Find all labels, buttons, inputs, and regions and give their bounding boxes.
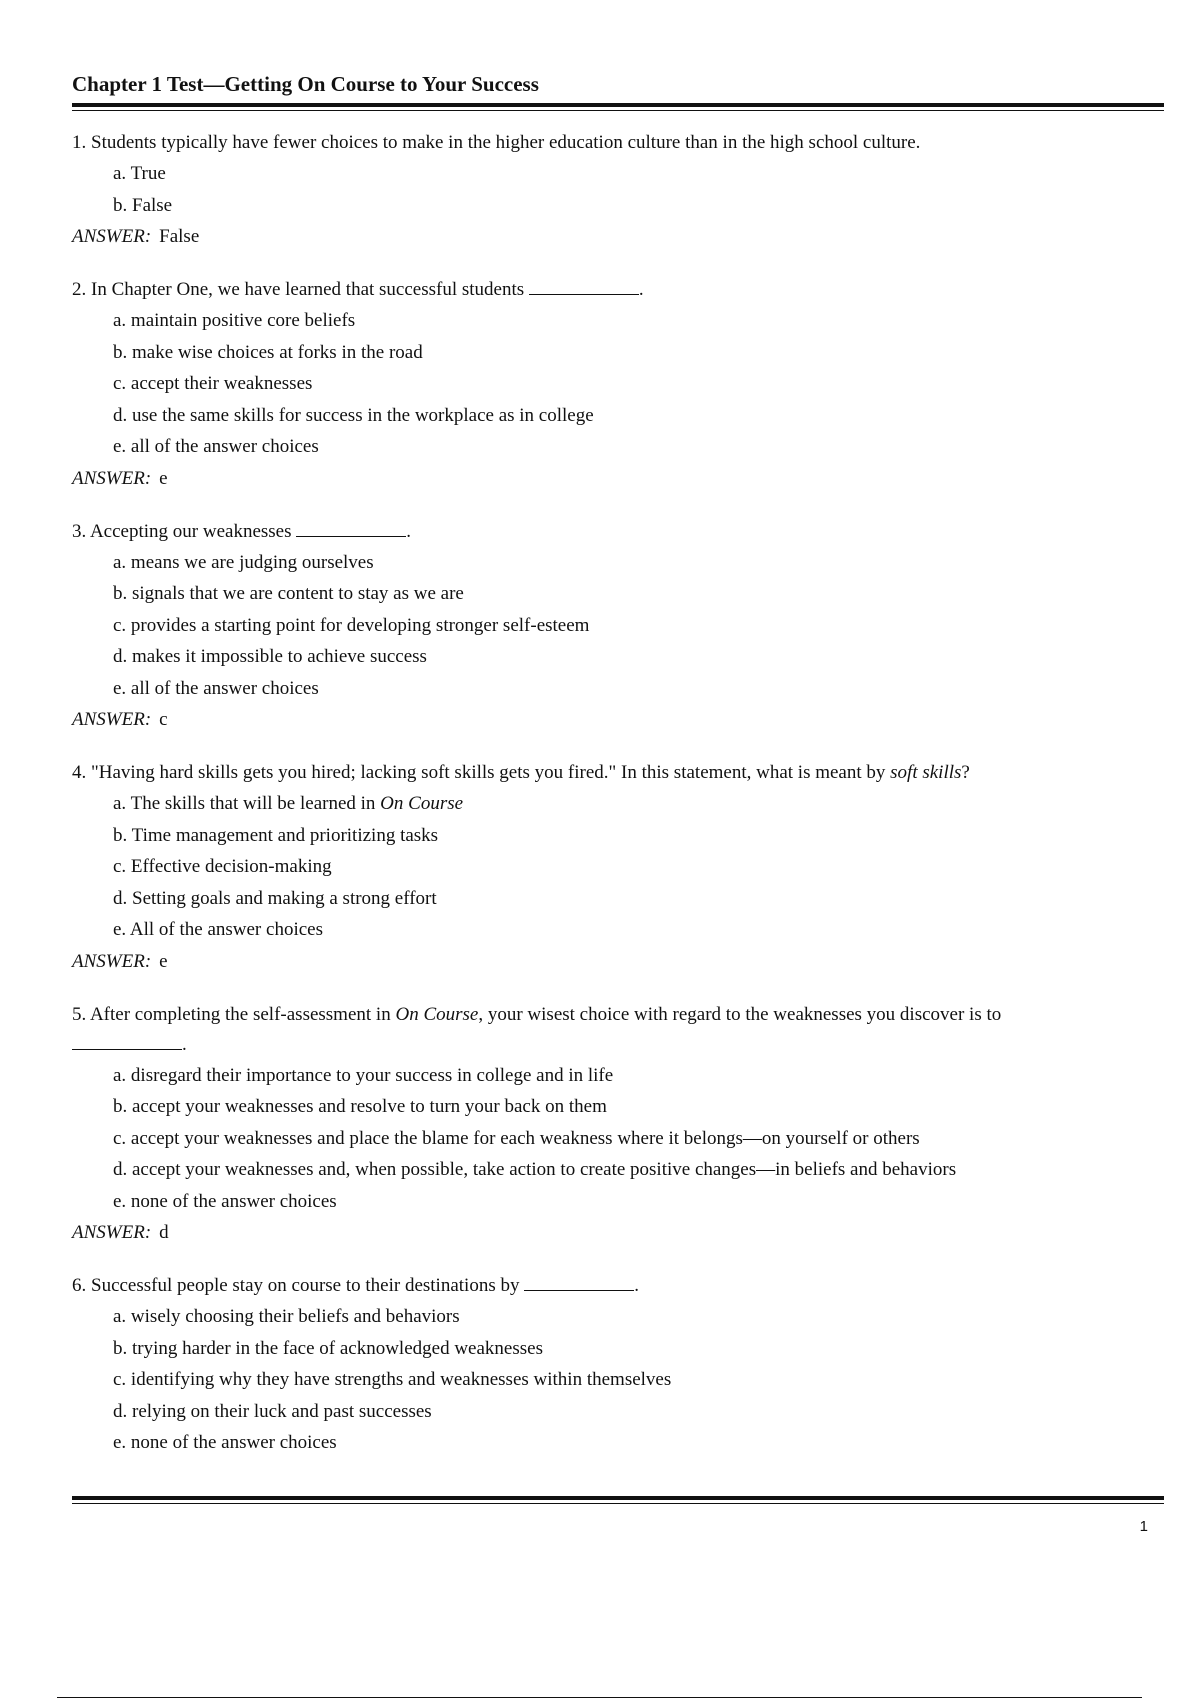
question-3-choices	[72, 547, 1167, 705]
choice-3b: b. signals that we are content to stay as we are	[113, 583, 464, 604]
question-2-stem-end: .	[638, 279, 644, 300]
question-4-stem-end: ?	[961, 762, 970, 783]
choice-6d: d. relying on their luck and past successes	[113, 1400, 432, 1422]
question-4-stem-text: 4. "Having hard skills gets you hired; lacking soft skills gets you fired." In this statement, what is meant by	[72, 762, 891, 783]
choice-4e: e. All of the answer choices	[113, 919, 323, 940]
choice-5a: a. disregard their importance to your success in college and in life	[113, 1064, 614, 1086]
choice-4c: c. Effective decision-making	[113, 856, 332, 877]
choice-2d: d. use the same skills for success in the workplace as in college	[113, 404, 594, 426]
question-4-stem-italic: soft skills	[890, 762, 962, 783]
answer-2-value: e	[159, 467, 168, 489]
question-6	[72, 1271, 1167, 1459]
answer-label: ANSWER:	[72, 467, 152, 489]
question-3	[72, 517, 1167, 736]
question-6-stem	[72, 1271, 1167, 1301]
question-5-stem-rest: , your wisest choice with regard to the weaknesses you discover is to	[478, 1003, 1002, 1025]
question-5-stem-italic: On Course	[395, 1003, 479, 1025]
answer-blank	[296, 521, 406, 537]
choice-5e: e. none of the answer choices	[113, 1190, 337, 1212]
choice-3e: e. all of the answer choices	[113, 677, 319, 699]
question-4-stem	[72, 758, 1167, 788]
question-6-stem-text: 6. Successful people stay on course to their destinations by	[72, 1275, 525, 1296]
question-5-stem-end: .	[182, 1033, 187, 1055]
answer-1-value: False	[159, 226, 200, 247]
answer-label: ANSWER:	[72, 950, 152, 972]
answer-2	[72, 463, 1167, 494]
choice-4a-italic: On Course	[380, 793, 464, 814]
question-1-stem: 1. Students typically have fewer choices to make in the higher education culture than in the high school culture.	[72, 132, 921, 153]
answer-label: ANSWER:	[72, 226, 152, 247]
question-2-stem-text: 2. In Chapter One, we have learned that successful students	[72, 279, 529, 300]
question-1	[72, 128, 1167, 252]
answer-5	[72, 1217, 1167, 1248]
answer-3	[72, 704, 1167, 735]
question-4	[72, 758, 1167, 977]
choice-6b: b. trying harder in the face of acknowledged weaknesses	[113, 1337, 543, 1359]
choice-2c: c. accept their weaknesses	[113, 373, 313, 394]
question-6-choices	[72, 1301, 1167, 1459]
question-2-choices	[72, 305, 1167, 463]
question-list	[72, 128, 1167, 1482]
choice-6e: e. none of the answer choices	[113, 1432, 337, 1453]
answer-blank	[72, 1034, 182, 1050]
answer-3-value: c	[159, 709, 168, 730]
choice-5d: d. accept your weaknesses and, when possible, take action to create positive changes—in beliefs and behaviors	[113, 1159, 957, 1180]
answer-blank	[529, 279, 639, 295]
answer-4-value: e	[159, 950, 168, 972]
header-double-rule	[72, 103, 1164, 111]
choice-4b: b. Time management and prioritizing tasks	[113, 824, 439, 846]
choice-6a: a. wisely choosing their beliefs and behaviors	[113, 1306, 460, 1327]
choice-6c: c. identifying why they have strengths and weaknesses within themselves	[113, 1369, 672, 1390]
choice-1a: a. True	[113, 163, 166, 184]
choice-2b: b. make wise choices at forks in the road	[113, 341, 423, 363]
answer-label: ANSWER:	[72, 1222, 152, 1243]
question-3-stem-text: 3. Accepting our weaknesses	[72, 520, 297, 542]
choice-4d: d. Setting goals and making a strong effort	[113, 887, 437, 909]
question-5-choices	[72, 1060, 1167, 1218]
choice-3a: a. means we are judging ourselves	[113, 551, 374, 573]
choice-3c: c. provides a starting point for developing stronger self-esteem	[113, 614, 590, 636]
answer-4	[72, 946, 1167, 977]
choice-5b: b. accept your weaknesses and resolve to turn your back on them	[113, 1096, 607, 1117]
footer-double-rule	[72, 1496, 1164, 1504]
choice-4a	[113, 788, 1167, 820]
question-5	[72, 1000, 1167, 1249]
question-3-stem-end: .	[406, 520, 411, 542]
question-6-stem-end: .	[634, 1275, 639, 1296]
answer-blank	[524, 1275, 634, 1291]
page-title: Chapter 1 Test—Getting On Course to Your Success	[72, 72, 539, 96]
choice-5c: c. accept your weaknesses and place the blame for each weakness where it belongs—on yourself or others	[113, 1127, 920, 1149]
question-3-stem	[72, 517, 1167, 547]
question-2	[72, 275, 1167, 494]
question-5-stem-text: 5. After completing the self-assessment in	[72, 1003, 396, 1025]
answer-label: ANSWER:	[72, 709, 152, 730]
question-2-stem	[72, 275, 1167, 305]
question-5-stem	[72, 1000, 1167, 1060]
choice-3d: d. makes it impossible to achieve success	[113, 646, 427, 667]
page-bottom-line	[57, 1697, 1142, 1698]
choice-4a-text: a. The skills that will be learned in	[113, 793, 381, 814]
answer-1	[72, 221, 1167, 252]
question-4-choices	[72, 788, 1167, 946]
question-1-choices	[72, 158, 1167, 221]
choice-2e: e. all of the answer choices	[113, 436, 319, 457]
choice-2a: a. maintain positive core beliefs	[113, 310, 356, 331]
page-number: 1	[1139, 1518, 1148, 1535]
answer-5-value: d	[159, 1222, 169, 1243]
choice-1b: b. False	[113, 194, 173, 216]
